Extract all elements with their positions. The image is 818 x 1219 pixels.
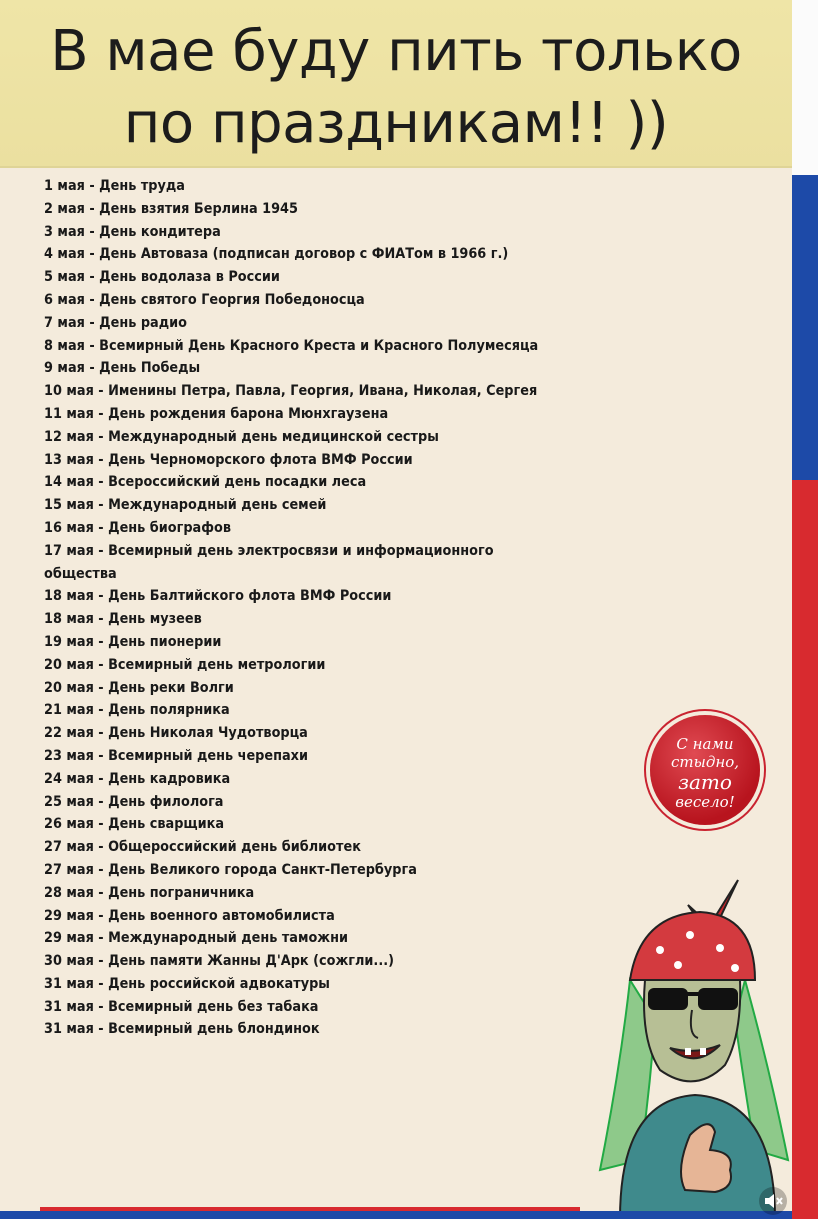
holiday-item: 20 мая - День реки Волги — [44, 679, 234, 696]
holiday-item: 23 мая - Всемирный день черепахи — [44, 747, 308, 764]
holiday-item: 2 мая - День взятия Берлина 1945 — [44, 200, 298, 217]
holiday-item: 29 мая - Международный день таможни — [44, 930, 349, 947]
holiday-item: 14 мая - Всероссийский день посадки леса — [44, 474, 367, 491]
holiday-item: 18 мая - День музеев — [44, 611, 202, 628]
holiday-item: 30 мая - День памяти Жанны Д'Арк (сожгли...) — [44, 953, 394, 970]
cartoon-character-illustration — [560, 870, 800, 1219]
holiday-item: 18 мая - День Балтийского флота ВМФ России — [44, 588, 392, 605]
stamp-line-3: зато — [678, 770, 732, 794]
holiday-item: 31 мая - День российской адвокатуры — [44, 975, 330, 992]
holiday-item: 5 мая - День водолаза в России — [44, 269, 280, 286]
flag-white-band — [792, 0, 818, 175]
holiday-item: 26 мая - День сварщика — [44, 816, 225, 833]
speaker-mute-icon[interactable] — [758, 1186, 788, 1216]
holiday-item: 11 мая - День рождения барона Мюнхгаузена — [44, 405, 389, 422]
holiday-item: 27 мая - Общероссийский день библиотек — [44, 839, 361, 856]
holiday-item: 27 мая - День Великого города Санкт-Петербурга — [44, 861, 417, 878]
holiday-item: 3 мая - День кондитера — [44, 223, 221, 240]
holiday-item: 15 мая - Международный день семей — [44, 497, 327, 514]
holiday-item: 6 мая - День святого Георгия Победоносца — [44, 291, 365, 308]
stamp-line-4: весело! — [675, 793, 735, 811]
holiday-item: 8 мая - Всемирный День Красного Креста и Красного Полумесяца — [44, 337, 539, 354]
holiday-item: 9 мая - День Победы — [44, 360, 201, 377]
stamp-line-2: стыдно, — [670, 753, 740, 771]
holiday-item: 13 мая - День Черноморского флота ВМФ России — [44, 451, 413, 468]
holiday-item: 21 мая - День полярника — [44, 702, 230, 719]
holiday-item: 28 мая - День пограничника — [44, 884, 255, 901]
page-title-line-1: В мае буду пить только — [50, 19, 742, 84]
stamp-line-1: С нами — [676, 735, 734, 753]
holiday-item: 29 мая - День военного автомобилиста — [44, 907, 335, 924]
holiday-item: 4 мая - День Автоваза (подписан договор с ФИАТом в 1966 г.) — [44, 246, 509, 263]
holiday-item: 16 мая - День биографов — [44, 519, 231, 536]
holiday-item: 19 мая - День пионерии — [44, 633, 222, 650]
holiday-item: 12 мая - Международный день медицинской сестры — [44, 428, 439, 445]
holiday-item: 24 мая - День кадровика — [44, 770, 231, 787]
slogan-stamp — [650, 715, 760, 825]
holiday-item: 31 мая - Всемирный день блондинок — [44, 1021, 320, 1038]
holiday-item: 17 мая - Всемирный день электросвязи и информационного — [44, 542, 494, 559]
holiday-item: 10 мая - Именины Петра, Павла, Георгия, Ивана, Николая, Сергея — [44, 383, 538, 400]
holiday-item: 1 мая - День труда — [44, 178, 185, 194]
holiday-item: 20 мая - Всемирный день метрологии — [44, 656, 326, 673]
holiday-item: 7 мая - День радио — [44, 314, 187, 331]
holiday-item: 25 мая - День филолога — [44, 793, 224, 810]
flag-blue-band — [792, 175, 818, 480]
holiday-item: 31 мая - Всемирный день без табака — [44, 998, 319, 1015]
page-title-line-2: по праздникам!! )) — [123, 91, 669, 156]
bottom-blue-bar — [0, 1211, 792, 1219]
holiday-item: общества — [44, 565, 117, 582]
title-banner — [0, 0, 792, 168]
holiday-item: 22 мая - День Николая Чудотворца — [44, 725, 308, 742]
